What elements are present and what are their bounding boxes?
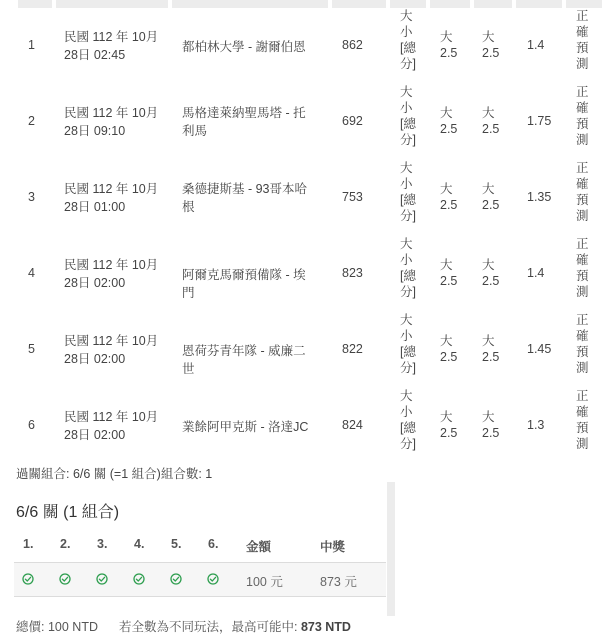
row-index: 6 (28, 418, 35, 432)
table-row (0, 312, 602, 388)
check-circle-icon (96, 573, 108, 585)
row-date-line2: 28日 02:00 (64, 428, 126, 442)
check-circle-icon (207, 573, 219, 585)
footer (16, 617, 351, 635)
header-leg-3: 3. (97, 537, 108, 551)
check-circle-icon (59, 573, 71, 585)
table-row (0, 160, 602, 236)
check-circle-icon (22, 573, 34, 585)
row-date (64, 256, 174, 292)
row-divider (14, 596, 386, 597)
row-result: 正確預測 (576, 313, 589, 375)
row-match: 馬格達萊納聖馬塔 - 托利馬 (182, 106, 306, 138)
table-header-bar (0, 0, 602, 8)
row-code: 862 (342, 38, 363, 52)
row-odds: 1.3 (527, 418, 545, 432)
row-date-line2: 28日 02:00 (64, 276, 126, 290)
row-date (64, 180, 174, 216)
max-value: 873 NTD (300, 620, 351, 634)
row-bet-type: 大小[總分] (400, 237, 416, 299)
row-date (64, 28, 174, 64)
row-line: 大 2.5 (482, 334, 500, 364)
check-circle-icon (133, 573, 145, 585)
row-pick: 大 2.5 (440, 30, 458, 60)
row-date (64, 408, 174, 444)
row-odds: 1.4 (527, 38, 545, 52)
table-row (0, 84, 602, 160)
row-date (64, 104, 174, 140)
row-index: 4 (28, 266, 35, 280)
row-code: 822 (342, 342, 363, 356)
header-leg-4: 4. (134, 537, 145, 551)
row-date-line2: 28日 02:45 (64, 48, 126, 62)
row-date-line1: 民國 112 年 10月 (64, 258, 159, 272)
combo-title: 6/6 關 (1 組合) (16, 504, 120, 521)
row-bet-type: 大小[總分] (400, 9, 416, 71)
row-pick: 大 2.5 (440, 182, 458, 212)
row-pick: 大 2.5 (440, 258, 458, 288)
row-index: 1 (28, 38, 35, 52)
row-pick: 大 2.5 (440, 334, 458, 364)
row-code: 824 (342, 418, 363, 432)
header-leg-2: 2. (60, 537, 71, 551)
max-note: 若全數為不同玩法，最高可能中: (118, 620, 298, 634)
row-date-line2: 28日 09:10 (64, 124, 126, 138)
row-bet-type: 大小[總分] (400, 389, 416, 451)
row-date (64, 332, 174, 368)
row-odds: 1.35 (527, 190, 552, 204)
row-line: 大 2.5 (482, 182, 500, 212)
row-line: 大 2.5 (482, 410, 500, 440)
row-date-line1: 民國 112 年 10月 (64, 182, 159, 196)
row-match: 恩荷芬青年隊 - 威廉二世 (182, 344, 306, 376)
header-amount: 金額 (246, 540, 272, 554)
header-leg-5: 5. (171, 537, 182, 551)
row-line: 大 2.5 (482, 30, 500, 60)
check-circle-icon (170, 573, 182, 585)
row-bet-type: 大小[總分] (400, 313, 416, 375)
row-date-line1: 民國 112 年 10月 (64, 334, 159, 348)
row-line: 大 2.5 (482, 258, 500, 288)
divider (387, 482, 395, 616)
row-code: 753 (342, 190, 363, 204)
row-match: 都柏林大學 - 謝爾伯恩 (182, 40, 306, 54)
row-result: 正確預測 (576, 389, 589, 451)
row-code: 692 (342, 114, 363, 128)
row-bet-type: 大小[總分] (400, 161, 416, 223)
row-result: 正確預測 (576, 85, 589, 147)
table-row (0, 236, 602, 312)
row-line: 大 2.5 (482, 106, 500, 136)
row-date-line1: 民國 112 年 10月 (64, 106, 159, 120)
row-date-line2: 28日 02:00 (64, 352, 126, 366)
combo-summary: 過關組合: 6/6 關 (=1 組合)組合數: 1 (16, 467, 213, 481)
row-pick: 大 2.5 (440, 106, 458, 136)
row-pick: 大 2.5 (440, 410, 458, 440)
row-index: 5 (28, 342, 35, 356)
total-value: 100 NTD (47, 620, 98, 634)
table-row (0, 388, 602, 464)
header-leg-1: 1. (23, 537, 34, 551)
header-prize: 中獎 (320, 540, 346, 554)
row-result: 正確預測 (576, 9, 589, 71)
row-match: 業餘阿甲克斯 - 洛達JC (182, 420, 309, 434)
row-match: 阿爾克馬爾預備隊 - 埃門 (182, 268, 306, 300)
row-result: 正確預測 (576, 237, 589, 299)
total-label: 總價: (16, 620, 45, 634)
row-odds: 1.75 (527, 114, 552, 128)
row-bet-type: 大小[總分] (400, 85, 416, 147)
row-result: 正確預測 (576, 161, 589, 223)
combo-prize: 873 元 (320, 575, 357, 589)
row-index: 3 (28, 190, 35, 204)
header-leg-6: 6. (208, 537, 219, 551)
row-odds: 1.45 (527, 342, 552, 356)
row-date-line2: 28日 01:00 (64, 200, 126, 214)
row-odds: 1.4 (527, 266, 545, 280)
row-index: 2 (28, 114, 35, 128)
row-date-line1: 民國 112 年 10月 (64, 410, 159, 424)
row-match: 桑德捷斯基 - 93哥本哈根 (182, 182, 308, 214)
row-code: 823 (342, 266, 363, 280)
row-date-line1: 民國 112 年 10月 (64, 30, 159, 44)
combo-amount: 100 元 (246, 575, 283, 589)
table-row (0, 8, 602, 84)
